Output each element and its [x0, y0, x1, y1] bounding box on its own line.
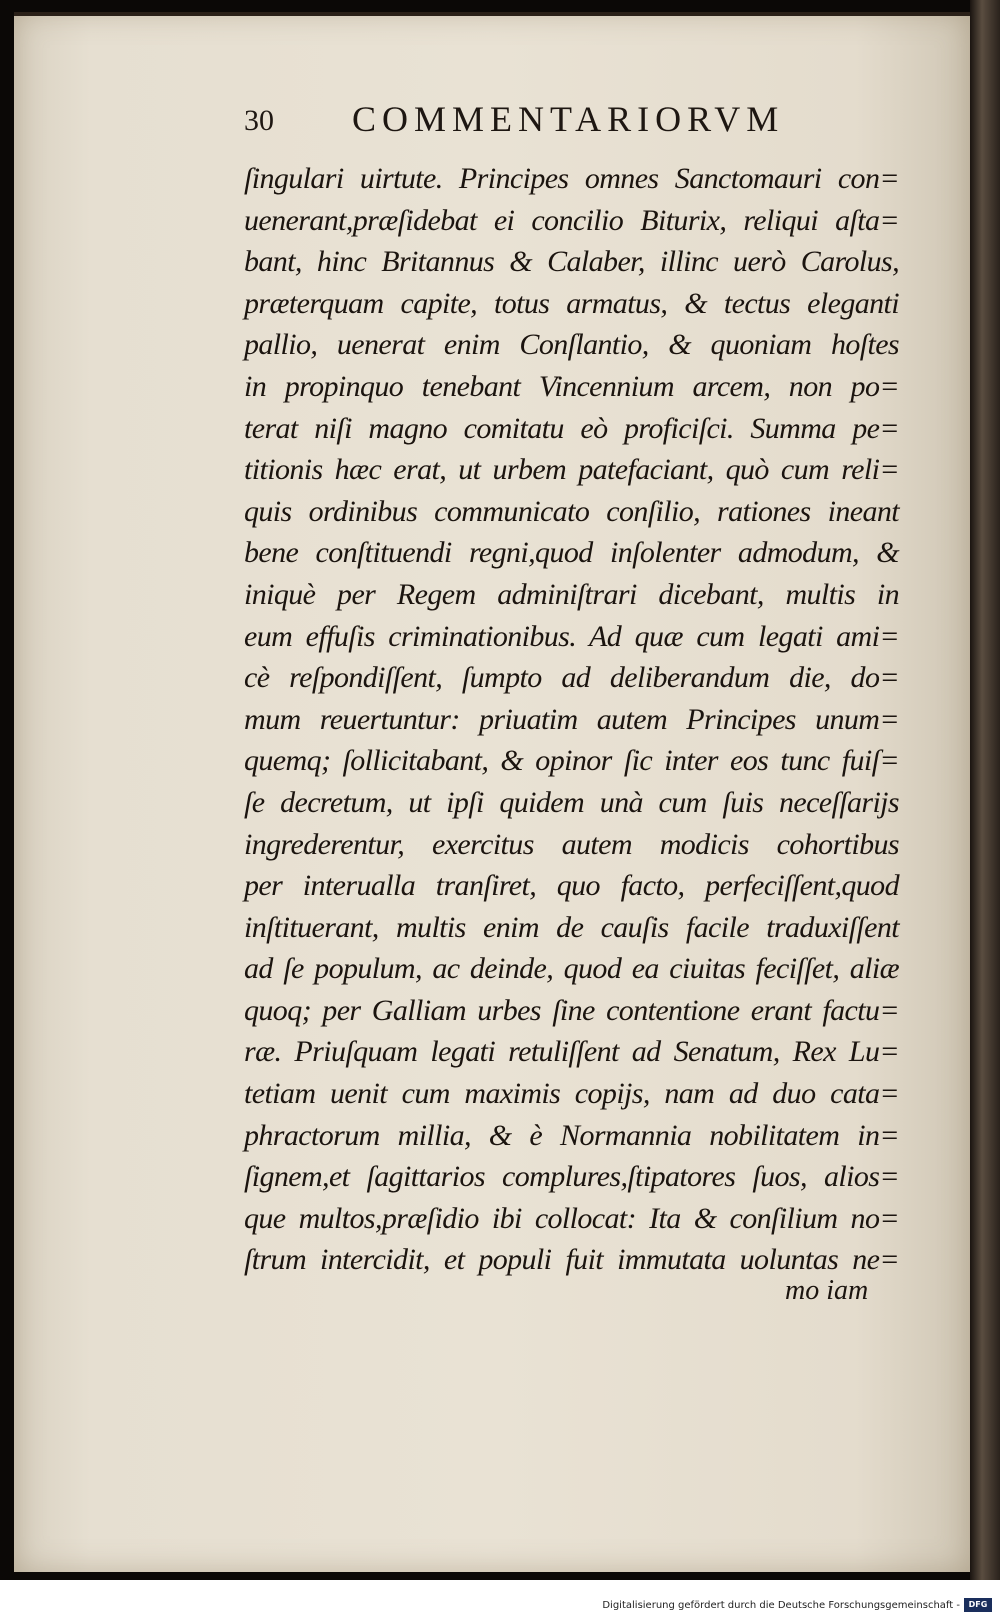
text-line: tetiam uenit cum maximis copijs, nam ad duo cata=	[244, 1077, 899, 1111]
text-line: quemq; ſollicitabant, & opinor ſic inter eos tunc fuiſ=	[244, 744, 899, 778]
page-number: 30	[244, 104, 274, 137]
text-line: bant, hinc Britannus & Calaber, illinc uerò Carolus,	[244, 245, 899, 279]
text-line: inſtituerant, multis enim de cauſis facile traduxiſſent	[244, 910, 899, 944]
text-line: eum effuſis criminationibus. Ad quæ cum legati ami=	[244, 619, 899, 653]
text-line: bene conſtituendi regni,quod inſolenter admodum, &	[244, 536, 899, 570]
text-line: cè reſpondiſſent, ſumpto ad deliberandum die, do=	[244, 661, 899, 695]
page-edge	[970, 0, 1000, 1580]
text-line: ingrederentur, exercitus autem modicis cohortibus	[244, 827, 899, 861]
text-line: ſtrum intercidit, et populi fuit immutata uoluntas ne=	[244, 1243, 899, 1277]
text-line: pallio, uenerat enim Conſlantio, & quoniam hoſtes	[244, 328, 899, 362]
running-head: COMMENTARIORVM	[352, 99, 785, 139]
text-line: terat niſi magno comitatu eò proficiſci. Summa pe=	[244, 411, 899, 445]
digitization-footer	[0, 1580, 1000, 1619]
text-line: ſignem,et ſagittarios complures,ſtipatores ſuos, alios=	[244, 1160, 899, 1194]
body-text	[244, 158, 899, 1281]
text-line: mum reuertuntur: priuatim autem Principes unum=	[244, 702, 899, 736]
text-line: ſingulari uirtute. Principes omnes Sanctomauri con=	[244, 162, 899, 195]
page-header	[244, 98, 834, 148]
text-line: ad ſe populum, ac deinde, quod ea ciuitas feciſſet, aliæ	[244, 952, 899, 986]
text-line: quoq; per Galliam urbes ſine contentione erant factu=	[244, 993, 899, 1027]
text-line: per interualla tranſiret, quo facto, perfeciſſent,quod	[244, 869, 899, 903]
text-line: phractorum millia, & è Normannia nobilitatem in=	[244, 1118, 899, 1152]
dfg-logo-icon: DFG	[964, 1598, 992, 1612]
text-line: titionis hæc erat, ut urbem patefaciant, quò cum reli=	[244, 453, 899, 487]
text-line: quis ordinibus communicato conſilio, rationes ineant	[244, 494, 899, 528]
top-edge	[14, 12, 970, 16]
text-line: que multos,præſidio ibi collocat: Ita & conſilium no=	[244, 1201, 899, 1235]
text-line: præterquam capite, totus armatus, & tectus eleganti	[244, 286, 899, 320]
catchword: mo iam	[785, 1275, 869, 1306]
text-line: ræ. Priuſquam legati retuliſſent ad Senatum, Rex Lu=	[244, 1035, 899, 1069]
footer-credit: Digitalisierung gefördert durch die Deutsche Forschungsgemeinschaft -	[602, 1600, 960, 1611]
text-line: ſe decretum, ut ipſi quidem unà cum ſuis neceſſarijs	[244, 785, 899, 819]
text-line: uenerant,præſidebat ei concilio Biturix, reliqui aſta=	[244, 203, 899, 237]
text-line: in propinquo tenebant Vincennium arcem, non po=	[244, 369, 899, 403]
text-line: iniquè per Regem adminiſtrari dicebant, multis in	[244, 577, 899, 611]
